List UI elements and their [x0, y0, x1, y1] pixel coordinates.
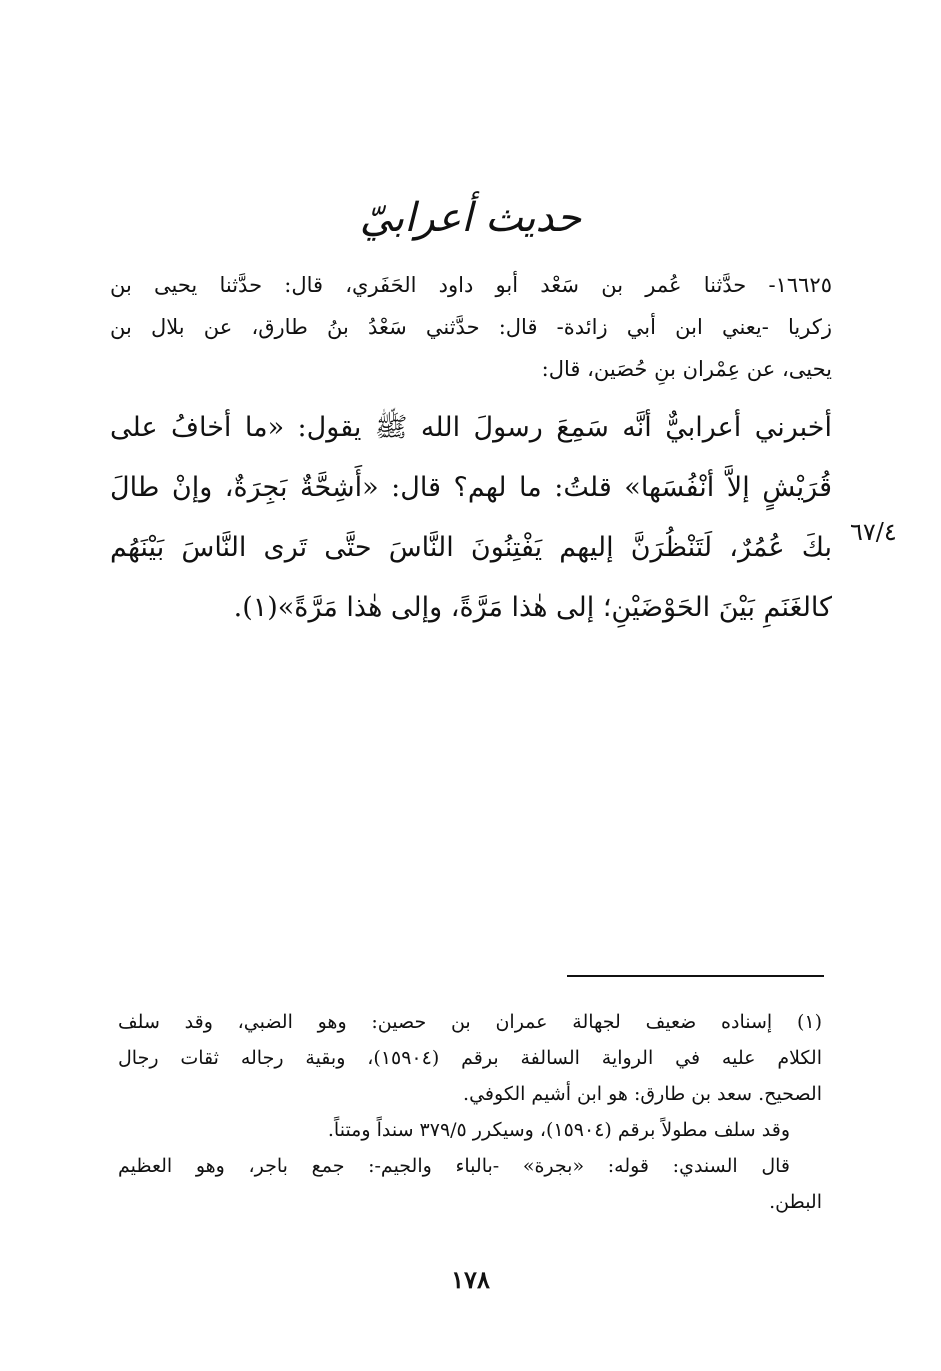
matn-line: كالغَنَمِ بَيْنَ الحَوْضَيْنِ؛ إلى هٰذا مَرَّةً، وإلى هٰذا مَرَّةً»(١).	[233, 592, 832, 623]
matn-line: قُرَيْشٍ إلاَّ أنْفُسَها» قلتُ: ما لهم؟ قال: «أَشِحَّةٌ بَجِرَةٌ، وإنْ طالَ	[110, 472, 832, 503]
matn-line: أخبرني أعرابيٌّ أنَّه سَمِعَ رسولَ الله ﷺ يقول: «ما أخافُ على	[110, 412, 832, 443]
footnote-line: (١) إسناده ضعيف لجهالة عمران بن حصين: وهو الضبي، وقد سلف	[118, 1011, 822, 1033]
footnote-line: البطن.	[769, 1191, 822, 1213]
marginal-reference: ٦٧/٤	[850, 518, 897, 546]
isnad-line: يحيى، عن عِمْران بنِ حُصَين، قال:	[541, 357, 832, 381]
page-number: ١٧٨	[451, 1265, 490, 1294]
footnotes	[118, 1004, 822, 1220]
isnad-line: ١٦٦٢٥- حدَّثنا عُمر بن سَعْد أبو داود الحَفَري، قال: حدَّثنا يحيى بن	[110, 273, 832, 297]
footnote-line: الكلام عليه في الرواية السالفة برقم (١٥٩٠٤)، وبقية رجاله ثقات رجال	[118, 1047, 822, 1069]
hadith-matn	[110, 398, 832, 638]
isnad-line: زكريا -يعني ابن أبي زائدة- قال: حدَّثني سَعْدُ بنُ طارق، عن بلال بن	[110, 315, 832, 339]
footnote-line: قال السندي: قوله: «بجرة» -بالباء والجيم-: جمع باجر، وهو العظيم	[118, 1155, 790, 1177]
footnote-line: الصحيح. سعد بن طارق: هو ابن أشيم الكوفي.	[463, 1083, 822, 1105]
footnote-line: وقد سلف مطولاً برقم (١٥٩٠٤)، وسيكرر ٣٧٩/٥ سنداً ومتناً.	[327, 1119, 790, 1141]
footnote-divider	[567, 975, 824, 977]
hadith-isnad	[110, 264, 832, 390]
matn-line: بكَ عُمُرٌ، لَتَنْظُرَنَّ إليهم يَفْتِنُونَ النَّاسَ حتَّى تَرى النَّاسَ بَيْنَهُم	[110, 532, 832, 563]
section-title: حديث أعرابيّ	[359, 195, 582, 241]
